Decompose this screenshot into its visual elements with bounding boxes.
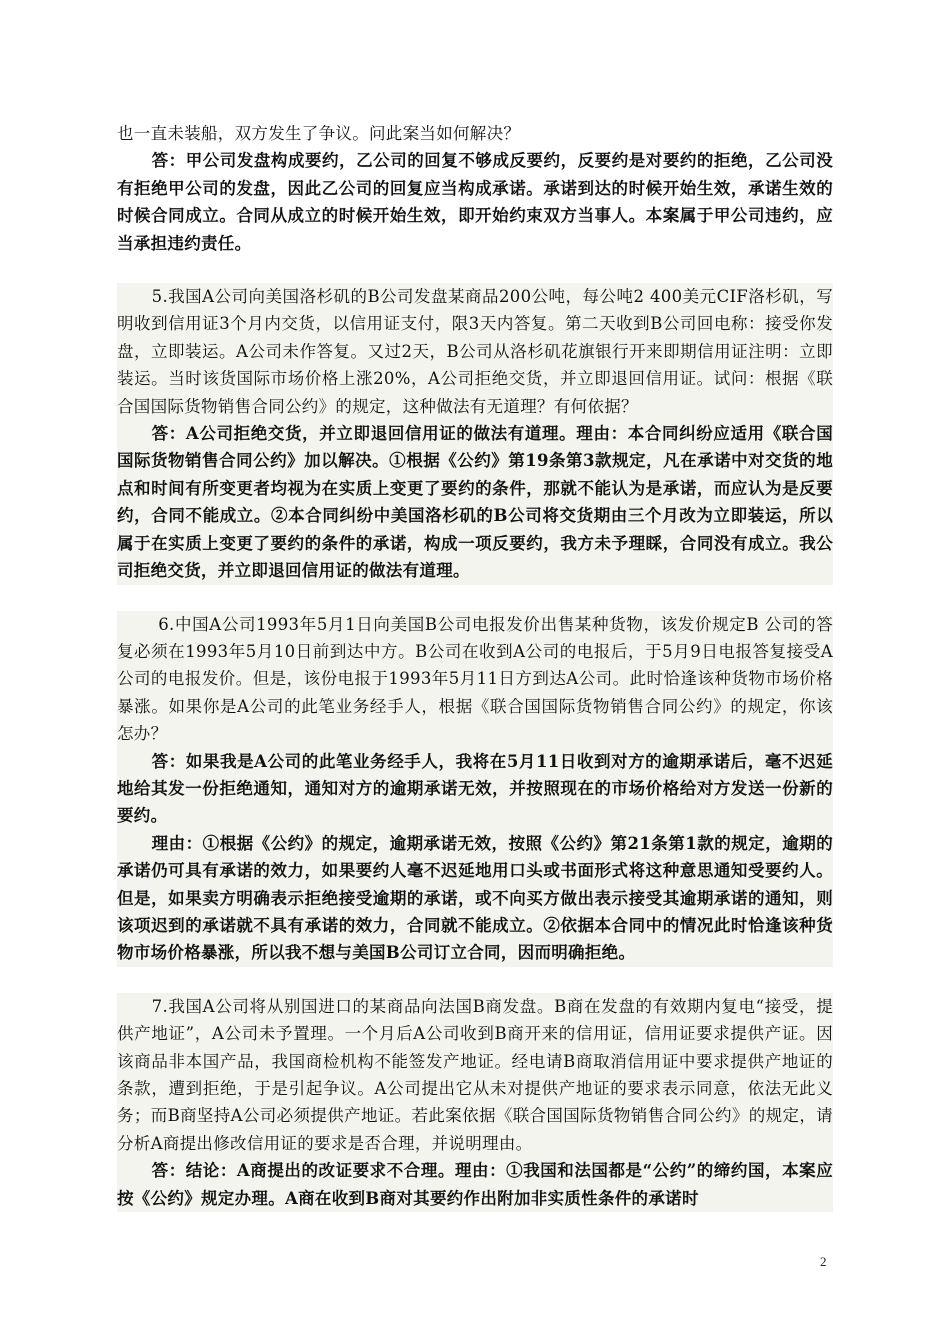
answer-5: 答：A公司拒绝交货，并立即退回信用证的做法有道理。理由：本合同纠纷应适用《联合国国际货物销售合同公约》加以解决。①根据《公约》第19条第3款规定，凡在承诺中对交货的地点和时间有所变更者均视为在实质上变更了要约的条件，那就不能认为是承诺，而应认为是反要约，合同不能成立。②本合同纠纷中美国洛杉矶的B公司将交货期由三个月改为立即装运，所以属于在实质上变更了要约的条件的承诺，构成一项反要约，我方未予理睬，合同没有成立。我公司拒绝交货，并立即退回信用证的做法有道理。 bbox=[117, 420, 833, 584]
page-number: 2 bbox=[820, 1254, 827, 1269]
question-5: 5.我国A公司向美国洛杉矶的B公司发盘某商品200公吨，每公吨2 400美元CIF洛杉矶，写明收到信用证3个月内交货，以信用证支付，限3天内答复。第二天收到B公司回电称：接受你发盘，立即装运。A公司未作答复。又过2天，B公司从洛杉矶花旗银行开来即期信用证注明：立即装运。当时该货国际市场价格上涨20%，A公司拒绝交货，并立即退回信用证。试问：根据《联合国国际货物销售合同公约》的规定，这种做法有无道理？有何依据？ bbox=[117, 283, 833, 420]
answer-6: 答：如果我是A公司的此笔业务经手人，我将在5月11日收到对方的逾期承诺后，毫不迟延地给其发一份拒绝通知，通知对方的逾期承诺无效，并按照现在的市场价格给对方发送一份新的要约。 bbox=[117, 748, 833, 830]
spacer bbox=[117, 967, 833, 993]
paragraph-question-4-end: 也一直未装船，双方发生了争议。问此案当如何解决？ bbox=[117, 124, 521, 143]
reason-6: 理由：①根据《公约》的规定，逾期承诺无效，按照《公约》第21条第1款的规定，逾期的承诺仍可具有承诺的效力，如果要约人毫不迟延地用口头或书面形式将这种意思通知受要约人。但是，如果卖方明确表示拒绝接受逾期的承诺，或不向买方做出表示接受其逾期承诺的通知，则该项迟到的承诺就不具有承诺的效力，合同就不能成立。②依据本合同中的情况此时恰逢该种货物市场价格暴涨，所以我不想与美国B公司订立合同，因而明确拒绝。 bbox=[117, 830, 833, 967]
spacer bbox=[117, 585, 833, 611]
answer-7: 答：结论：A商提出的改证要求不合理。理由：①我国和法国都是“公约”的缔约国，本案应按《公约》规定办理。A商在收到B商对其要约作出附加非实质性条件的承诺时 bbox=[117, 1157, 833, 1212]
question-7: 7.我国A公司将从别国进口的某商品向法国B商发盘。B商在发盘的有效期内复电“接受，提供产地证”，A公司未予置理。一个月后A公司收到B商开来的信用证，信用证要求提供产证。因该商品非本国产品，我国商检机构不能签发产地证。经电请B商取消信用证中要求提供产地证的条款，遭到拒绝，于是引起争议。A公司提出它从未对提供产地证的要求表示同意，依法无此义务；而B商坚持A公司必须提供产地证。若此案依据《联合国国际货物销售合同公约》的规定，请分析A商提出修改信用证的要求是否合理，并说明理由。 bbox=[117, 993, 833, 1157]
question-6: 6.中国A公司1993年5月1日向美国B公司电报发价出售某种货物，该发价规定B 公司的答复必须在1993年5月10日前到达中方。B公司在收到A公司的电报后，于5月9日电报答复接受A公司的电报发价。但是，该份电报于1993年5月11日方到达A公司。此时恰逢该种货物市场价格暴涨。如果你是A公司的此笔业务经手人，根据《联合国国际货物销售合同公约》的规定，你该怎办？ bbox=[117, 611, 833, 748]
text-column bbox=[117, 120, 833, 1212]
spacer bbox=[117, 257, 833, 283]
answer-4: 答：甲公司发盘构成要约，乙公司的回复不够成反要约，反要约是对要约的拒绝，乙公司没有拒绝甲公司的发盘，因此乙公司的回复应当构成承诺。承诺到达的时候开始生效，承诺生效的时候合同成立。合同从成立的时候开始生效，即开始约束双方当事人。本案属于甲公司违约，应当承担违约责任。 bbox=[117, 151, 833, 253]
